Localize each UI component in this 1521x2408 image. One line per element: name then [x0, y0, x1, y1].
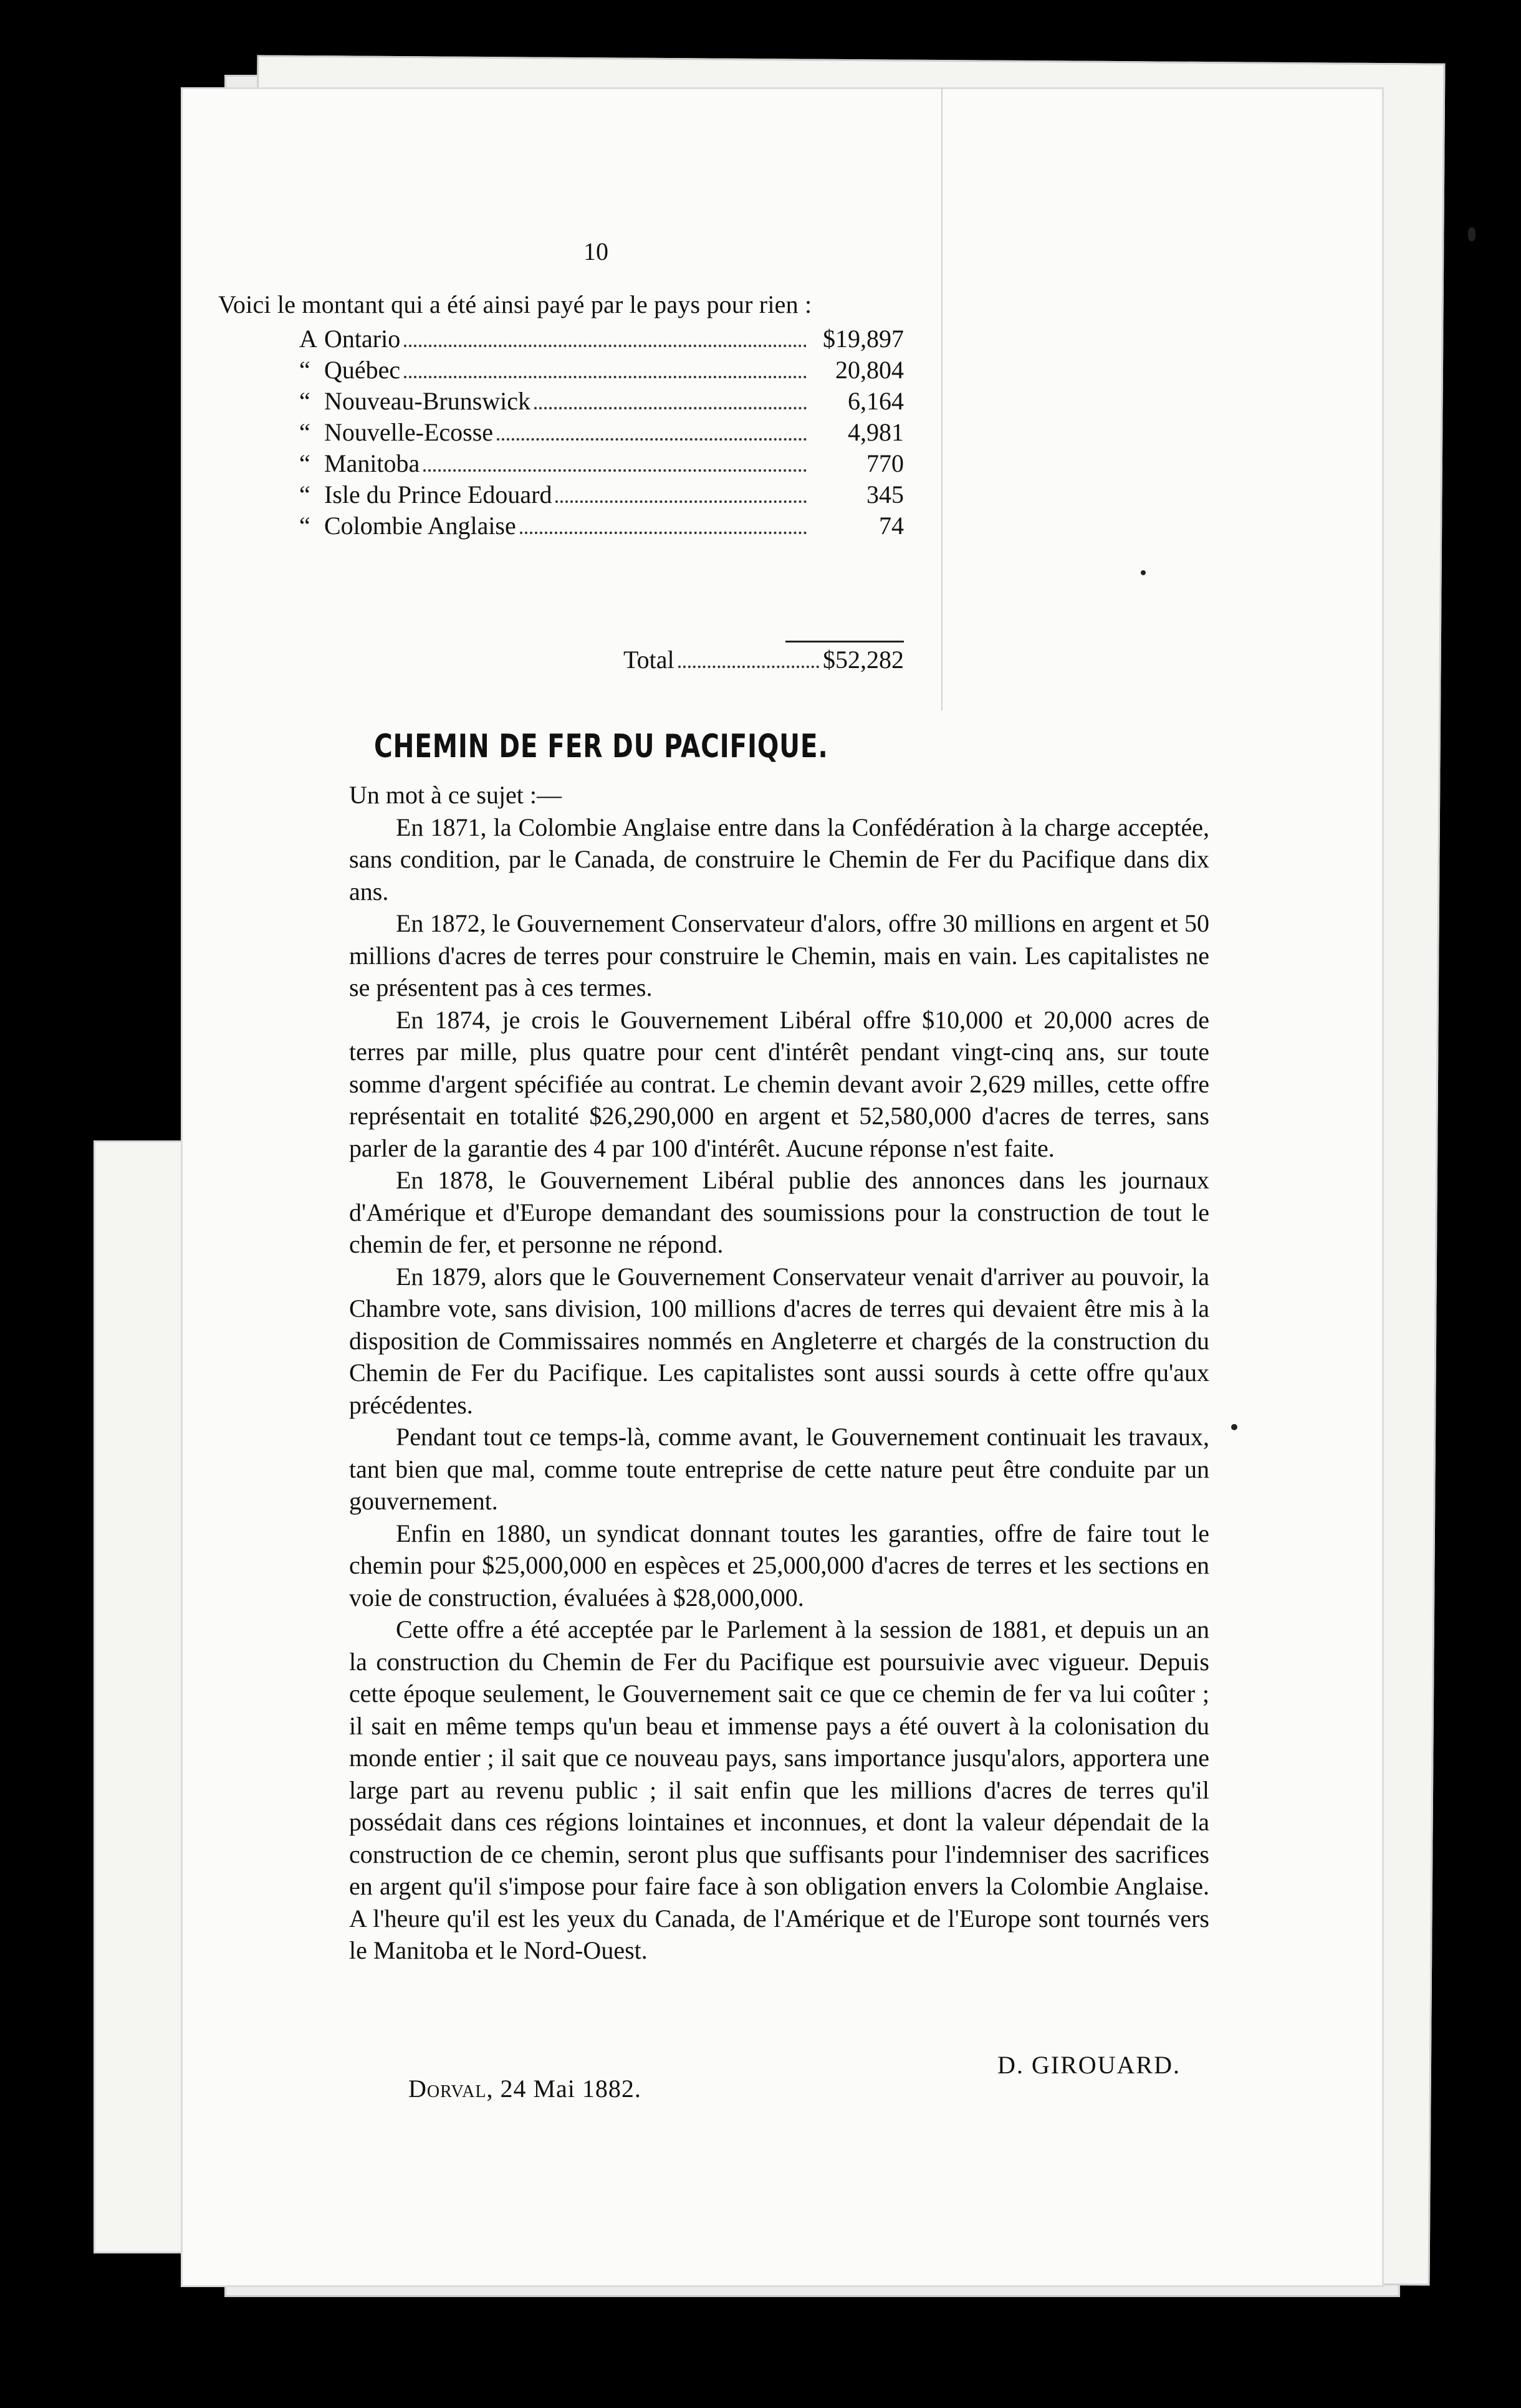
place-name: Dorval — [408, 2075, 487, 2103]
payment-row — [299, 480, 904, 511]
province-name: Nouveau-Brunswick — [324, 387, 531, 415]
row-prefix: “ — [299, 512, 310, 540]
paragraph: En 1872, le Gouvernement Conservateur d'alors, offre 30 millions en argent et 50 millions d'acres de terres pour construire le Chemin, mais en vain. Les capitalistes ne se présentent pas à ces termes. — [349, 909, 1209, 1001]
paragraph: Un mot à ce sujet :— — [349, 781, 562, 809]
paragraph: Pendant tout ce temps-là, comme avant, le Gouvernement continuait les travaux, tant bien que mal, comme toute entreprise de cette nature peut être conduite par un gouvernement. — [349, 1423, 1209, 1515]
leader-dots — [497, 438, 807, 441]
leader-dots — [404, 345, 807, 347]
paragraph: Enfin en 1880, un syndicat donnant toutes les garanties, offre de faire tout le chemin pour $25,000,000 en espèces et 25,000,000 d'acres de terres et les sections en voie de construction, évaluées à $28,000,000. — [349, 1519, 1209, 1612]
amount: $19,897 — [823, 325, 904, 353]
date: 24 Mai 1882. — [500, 2075, 641, 2103]
ink-speck — [1141, 570, 1146, 575]
row-prefix: “ — [299, 480, 310, 509]
row-prefix: A — [299, 325, 317, 353]
amount: 4,981 — [848, 418, 904, 446]
payment-row — [299, 511, 904, 542]
sum-rule — [785, 641, 904, 643]
leader-dots — [555, 500, 807, 503]
province-name: Ontario — [324, 325, 401, 353]
payment-row — [299, 324, 904, 355]
row-prefix: “ — [299, 356, 310, 384]
leader-dots — [423, 469, 807, 472]
row-prefix: “ — [299, 387, 310, 415]
paragraph: En 1879, alors que le Gouvernement Conservateur venait d'arriver au pouvoir, la Chambre vote, sans division, 100 millions d'acres de terres qui devaient être mis à la disposition de Commissaires nommés en Angleterre et chargés de la construction du Chemin de Fer du Pacifique. Les capitalistes sont aussi sourds à cette offre qu'aux précédentes. — [349, 1262, 1209, 1419]
table-intro: Voici le montant qui a été ainsi payé par le pays pour rien : — [218, 290, 812, 318]
province-name: Manitoba — [324, 449, 420, 477]
body-text — [349, 779, 1209, 1967]
leader-dots — [678, 666, 819, 668]
page-number: 10 — [583, 237, 608, 265]
leader-dots — [404, 376, 807, 378]
province-name: Colombie Anglaise — [324, 512, 516, 540]
leader-dots — [520, 532, 807, 534]
paragraph: En 1874, je crois le Gouvernement Libéral offre $10,000 et 20,000 acres de terres par mille, plus quatre pour cent d'intérêt pendant vingt-cinq ans, sur toute somme d'argent spécifiée au contrat. Le chemin devant avoir 2,629 milles, cette offre représentait en totalité $26,290,000 en argent et 52,580,000 d'acres de terres, sans parler de la garantie des 4 par 100 d'intérêt. Aucune réponse n'est faite. — [349, 1005, 1209, 1162]
payments-table — [299, 324, 904, 542]
paragraph: En 1871, la Colombie Anglaise entre dans la Confédération à la charge acceptée, sans condition, par le Canada, de construire le Chemin de Fer du Pacifique dans dix ans. — [349, 813, 1209, 905]
row-prefix: “ — [299, 418, 310, 446]
fold-line — [941, 87, 943, 710]
amount: 770 — [866, 449, 904, 477]
total-label: Total — [623, 646, 674, 674]
province-name: Québec — [324, 356, 401, 384]
province-name: Nouvelle-Ecosse — [324, 418, 494, 446]
leader-dots — [534, 407, 807, 409]
section-heading: CHEMIN DE FER DU PACIFIQUE. — [374, 728, 828, 765]
payment-row — [299, 418, 904, 449]
ink-speck — [1231, 1424, 1237, 1430]
signature: D. GIROUARD. — [997, 2051, 1181, 2079]
paragraph: Cette offre a été acceptée par le Parlement à la session de 1881, et depuis un an la construction du Chemin de Fer du Pacifique est poursuivie avec vigueur. Depuis cette époque seulement, le Gouvernement sait ce que ce chemin de fer va lui coûter ; il sait en même temps qu'un beau et immense pays a été ouvert à la colonisation du monde entier ; il sait que ce nouveau pays, sans importance jusqu'alors, apportera une large part au revenu public ; il sait enfin que les millions d'acres de terres qu'il possédait dans ces régions lointaines et inconnues, et dont la valeur dépendait de la construction de ce chemin, seront plus que suffisants pour l'indemniser des sacrifices en argent qu'il s'impose pour faire face à son obligation envers la Colombie Anglaise. A l'heure qu'il est les yeux du Canada, de l'Amérique et de l'Europe sont tournés vers le Manitoba et le Nord-Ouest. — [349, 1615, 1209, 1964]
payment-row — [299, 355, 904, 386]
amount: 6,164 — [848, 387, 904, 415]
amount: 345 — [866, 480, 904, 509]
payment-row — [299, 449, 904, 480]
total-amount: $52,282 — [823, 646, 904, 674]
dateline: Dorval, 24 Mai 1882. — [408, 2075, 641, 2103]
amount: 20,804 — [835, 356, 904, 384]
payment-row — [299, 386, 904, 418]
row-prefix: “ — [299, 449, 310, 477]
total-row — [623, 645, 904, 674]
paragraph: En 1878, le Gouvernement Libéral publie des annonces dans les journaux d'Amérique et d'Europe demandant des soumissions pour la construction de tout le chemin de fer, et personne ne répond. — [349, 1166, 1209, 1258]
ink-speck — [1468, 227, 1475, 241]
province-name: Isle du Prince Edouard — [324, 480, 552, 509]
amount: 74 — [879, 512, 904, 540]
